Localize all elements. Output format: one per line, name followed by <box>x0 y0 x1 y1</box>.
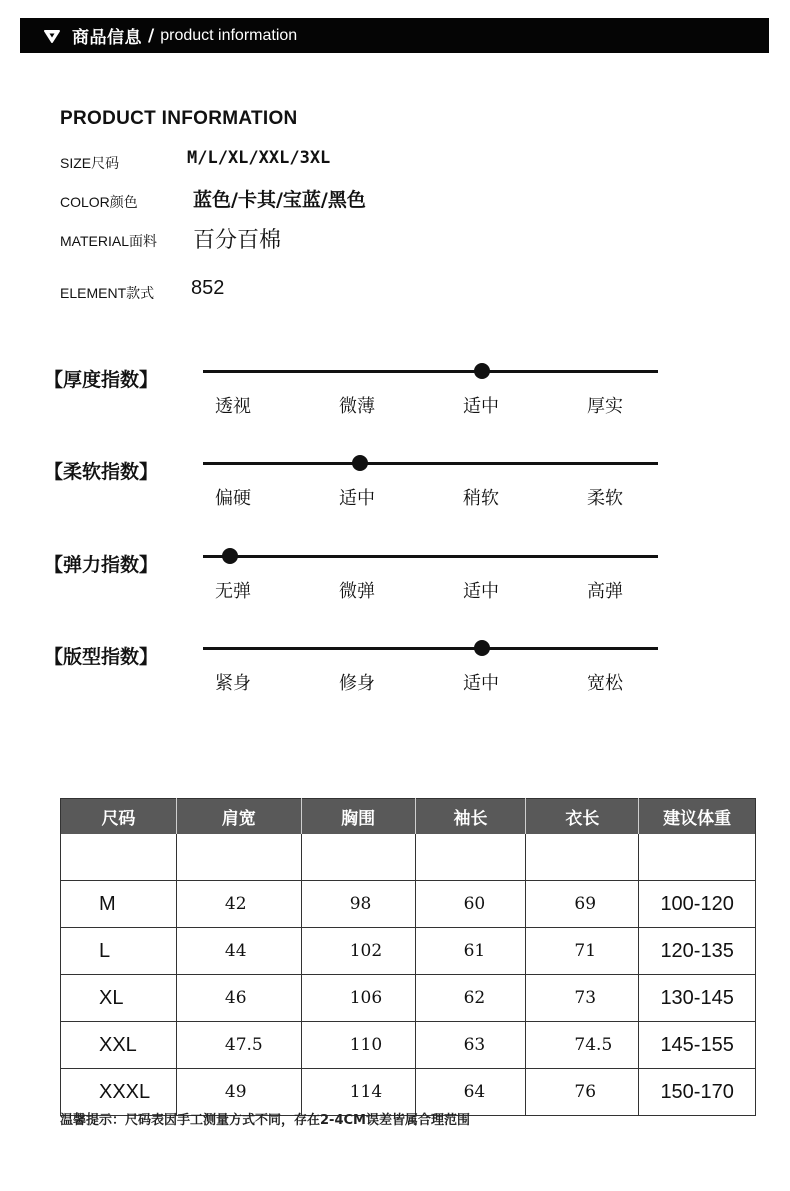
header-length: 衣长 <box>526 799 639 835</box>
cell-shoulder: 46 <box>176 975 301 1022</box>
section-header <box>20 18 769 53</box>
size-table-header <box>61 799 756 835</box>
header-separator: / <box>148 25 155 46</box>
thickness-index-label: 【厚度指数】 <box>44 369 159 391</box>
cell-chest: 102 <box>301 928 415 975</box>
cell-length: 74.5 <box>526 1022 639 1069</box>
fit-option: 修身 <box>339 673 375 694</box>
softness-option: 柔软 <box>587 488 623 509</box>
cell-sleeve: 61 <box>415 928 526 975</box>
softness-index-label: 【柔软指数】 <box>44 461 159 483</box>
cell-chest: 114 <box>301 1069 415 1116</box>
softness-option: 适中 <box>339 488 375 509</box>
cell-length: 71 <box>526 928 639 975</box>
elasticity-option: 适中 <box>463 581 499 602</box>
softness-option: 偏硬 <box>215 488 251 509</box>
size-table <box>60 798 756 1116</box>
cell-length: 69 <box>526 881 639 928</box>
header-title-cn: 商品信息 <box>72 28 142 48</box>
thickness-option: 适中 <box>463 396 499 417</box>
table-spacer <box>61 834 756 881</box>
header-size: 尺码 <box>61 799 177 835</box>
elasticity-index-track <box>203 555 658 558</box>
table-row <box>61 881 756 928</box>
fit-option: 紧身 <box>215 673 251 694</box>
thickness-option: 厚实 <box>587 396 623 417</box>
color-value: 蓝色/卡其/宝蓝/黑色 <box>193 189 366 211</box>
softness-option: 稍软 <box>463 488 499 509</box>
header-chest: 胸围 <box>301 799 415 835</box>
element-label: ELEMENT款式 <box>60 285 155 301</box>
softness-index-track <box>203 462 658 465</box>
thickness-index-track <box>203 370 658 373</box>
softness-index-marker <box>352 455 368 471</box>
cell-chest: 98 <box>301 881 415 928</box>
cell-size: XXL <box>61 1022 177 1069</box>
cell-sleeve: 63 <box>415 1022 526 1069</box>
cell-sleeve: 62 <box>415 975 526 1022</box>
cell-weight: 145-155 <box>639 1022 756 1069</box>
cell-length: 73 <box>526 975 639 1022</box>
cell-weight: 150-170 <box>639 1069 756 1116</box>
fit-index-marker <box>474 640 490 656</box>
cell-shoulder: 49 <box>176 1069 301 1116</box>
thickness-index-marker <box>474 363 490 379</box>
cell-size: XL <box>61 975 177 1022</box>
header-weight: 建议体重 <box>639 799 756 835</box>
material-label: MATERIAL面料 <box>60 233 157 249</box>
color-label: COLOR颜色 <box>60 194 138 210</box>
table-row <box>61 975 756 1022</box>
cell-size: M <box>61 881 177 928</box>
cell-shoulder: 42 <box>176 881 301 928</box>
size-label: SIZE尺码 <box>60 155 120 171</box>
header-sleeve: 袖长 <box>415 799 526 835</box>
triangle-down-icon <box>44 28 60 44</box>
table-row <box>61 928 756 975</box>
thickness-option: 微薄 <box>339 396 375 417</box>
fit-index-track <box>203 647 658 650</box>
elasticity-option: 高弹 <box>587 581 623 602</box>
cell-sleeve: 60 <box>415 881 526 928</box>
material-value: 百分百棉 <box>193 228 282 253</box>
elasticity-option: 无弹 <box>215 581 251 602</box>
elasticity-option: 微弹 <box>339 581 375 602</box>
product-info-title: PRODUCT INFORMATION <box>60 108 298 129</box>
fit-option: 适中 <box>463 673 499 694</box>
element-value: 852 <box>191 277 225 299</box>
header-shoulder: 肩宽 <box>176 799 301 835</box>
cell-shoulder: 47.5 <box>176 1022 301 1069</box>
header-title-en: product information <box>160 26 298 44</box>
thickness-option: 透视 <box>215 396 251 417</box>
cell-shoulder: 44 <box>176 928 301 975</box>
cell-length: 76 <box>526 1069 639 1116</box>
fit-index-label: 【版型指数】 <box>44 646 159 668</box>
cell-chest: 110 <box>301 1022 415 1069</box>
size-note: 温馨提示：尺码表因手工测量方式不同，存在2-4CM误差皆属合理范围 <box>60 1113 470 1128</box>
cell-size: XXXL <box>61 1069 177 1116</box>
cell-weight: 120-135 <box>639 928 756 975</box>
cell-chest: 106 <box>301 975 415 1022</box>
cell-weight: 100-120 <box>639 881 756 928</box>
cell-sleeve: 64 <box>415 1069 526 1116</box>
table-row <box>61 1022 756 1069</box>
elasticity-index-marker <box>222 548 238 564</box>
cell-weight: 130-145 <box>639 975 756 1022</box>
fit-option: 宽松 <box>587 673 623 694</box>
elasticity-index-label: 【弹力指数】 <box>44 554 159 576</box>
size-value: M/L/XL/XXL/3XL <box>187 148 331 168</box>
cell-size: L <box>61 928 177 975</box>
